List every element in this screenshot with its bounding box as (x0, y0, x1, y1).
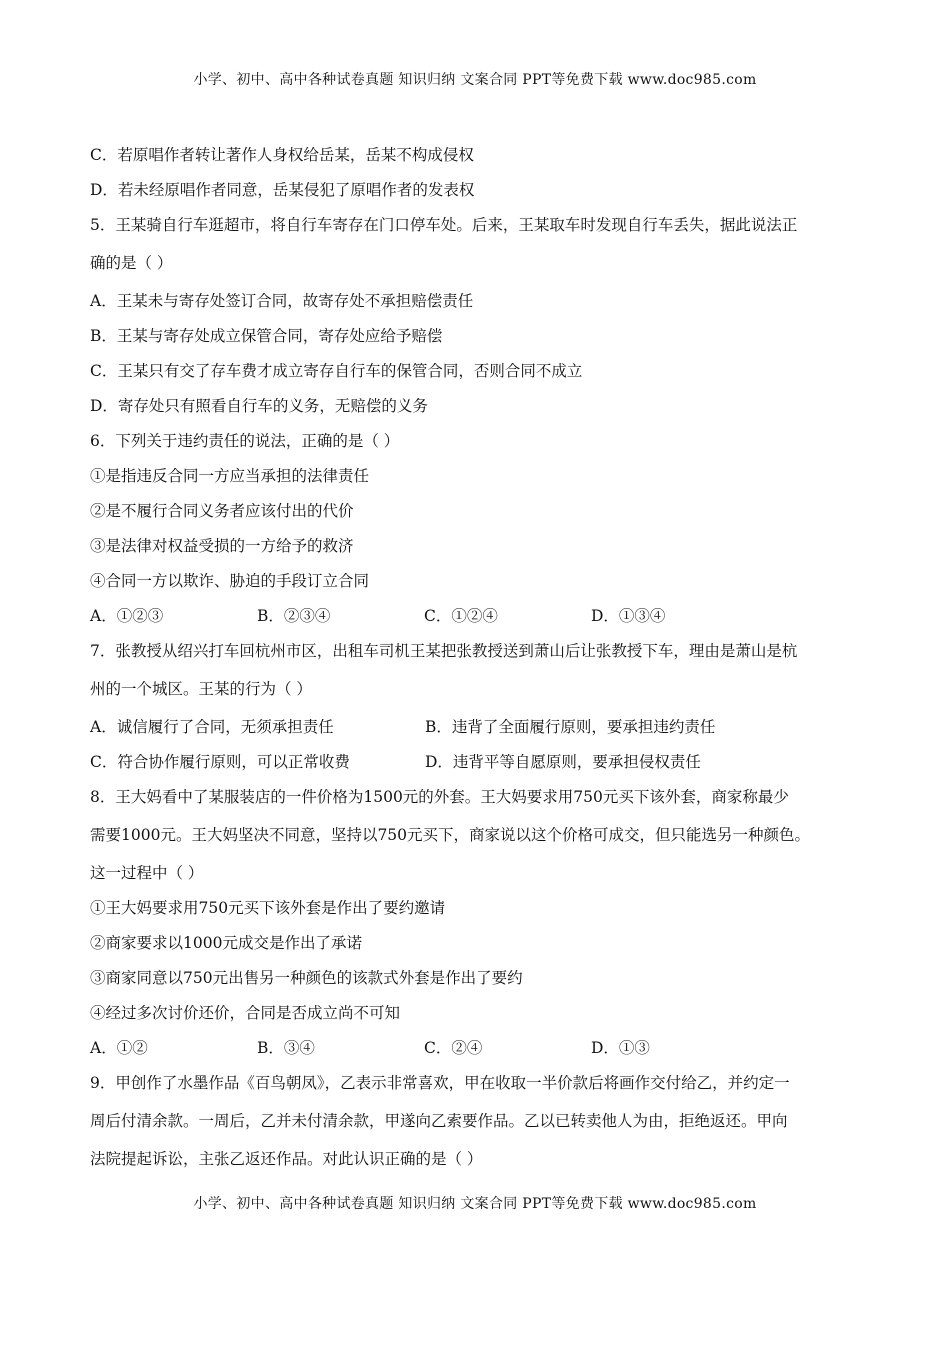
q8-option-b: B．③④ (257, 1039, 315, 1057)
q8-statement-4: ④经过多次讨价还价，合同是否成立尚不可知 (90, 1004, 401, 1022)
q7-option-d: D．违背平等自愿原则，要承担侵权责任 (425, 753, 701, 771)
q8-option-c: C．②④ (424, 1039, 483, 1057)
q7-options-row2 (90, 749, 870, 784)
page-footer: 小学、初中、高中各种试卷真题 知识归纳 文案合同 PPT等免费下载 www.doc985.com (193, 1196, 757, 1212)
q6-statement-4: ④合同一方以欺诈、胁迫的手段订立合同 (90, 572, 370, 590)
q8-option-a: A．①② (90, 1039, 148, 1057)
q8-stem-line3: 这一过程中（ ） (90, 864, 204, 882)
q6-option-a: A．①②③ (90, 607, 164, 625)
q6-statement-2: ②是不履行合同义务者应该付出的代价 (90, 502, 354, 520)
q7-stem-line2: 州的一个城区。王某的行为（ ） (90, 680, 312, 698)
q7-option-b: B．违背了全面履行原则，要承担违约责任 (425, 718, 716, 736)
q5-option-d: D．寄存处只有照看自行车的义务，无赔偿的义务 (90, 397, 428, 415)
q8-statement-1: ①王大妈要求用750元买下该外套是作出了要约邀请 (90, 899, 446, 917)
q7-option-c: C．符合协作履行原则，可以正常收费 (90, 753, 350, 771)
q4-option-d: D．若未经原唱作者同意，岳某侵犯了原唱作者的发表权 (90, 181, 475, 199)
q9-stem-line2: 周后付清余款。一周后，乙并未付清余款，甲遂向乙索要作品。乙以已转卖他人为由，拒绝返还。甲向 (90, 1112, 788, 1130)
q7-option-a: A．诚信履行了合同，无须承担责任 (90, 718, 334, 736)
q7-stem-line1: 7．张教授从绍兴打车回杭州市区，出租车司机王某把张教授送到萧山后让张教授下车，理由是萧山是杭 (90, 642, 798, 660)
q6-statement-3: ③是法律对权益受损的一方给予的救济 (90, 537, 354, 555)
document-body (90, 142, 870, 1184)
q6-statement-1: ①是指违反合同一方应当承担的法律责任 (90, 467, 370, 485)
q5-option-a: A．王某未与寄存处签订合同，故寄存处不承担赔偿责任 (90, 292, 474, 310)
q9-stem-line1: 9．甲创作了水墨作品《百鸟朝凤》，乙表示非常喜欢，甲在收取一半价款后将画作交付给乙，并约定一 (90, 1074, 790, 1092)
q6-option-b: B．②③④ (257, 607, 331, 625)
q8-statement-2: ②商家要求以1000元成交是作出了承诺 (90, 934, 362, 952)
q8-stem-line1: 8．王大妈看中了某服装店的一件价格为1500元的外套。王大妈要求用750元买下该外套，商家称最少 (90, 788, 789, 806)
q8-options (90, 1035, 870, 1070)
q5-stem-line2: 确的是（ ） (90, 254, 173, 272)
q6-option-d: D．①③④ (591, 607, 666, 625)
page-header: 小学、初中、高中各种试卷真题 知识归纳 文案合同 PPT等免费下载 www.doc985.com (193, 72, 757, 88)
q7-options-row1 (90, 714, 870, 749)
q5-option-b: B．王某与寄存处成立保管合同，寄存处应给予赔偿 (90, 327, 443, 345)
q5-stem-line1: 5．王某骑自行车逛超市，将自行车寄存在门口停车处。后来，王某取车时发现自行车丢失，据此说法正 (90, 216, 798, 234)
q4-option-c: C．若原唱作者转让著作人身权给岳某，岳某不构成侵权 (90, 146, 474, 164)
q8-option-d: D．①③ (591, 1039, 650, 1057)
q6-option-c: C．①②④ (424, 607, 498, 625)
q6-stem: 6．下列关于违约责任的说法，正确的是（ ） (90, 432, 400, 450)
q8-statement-3: ③商家同意以750元出售另一种颜色的该款式外套是作出了要约 (90, 969, 523, 987)
q5-option-c: C．王某只有交了存车费才成立寄存自行车的保管合同，否则合同不成立 (90, 362, 583, 380)
q8-stem-line2: 需要1000元。王大妈坚决不同意，坚持以750元买下，商家说以这个价格可成交，但只能选另一种颜色。 (90, 826, 811, 844)
q6-options (90, 603, 870, 638)
q9-stem-line3: 法院提起诉讼，主张乙返还作品。对此认识正确的是（ ） (90, 1150, 483, 1168)
